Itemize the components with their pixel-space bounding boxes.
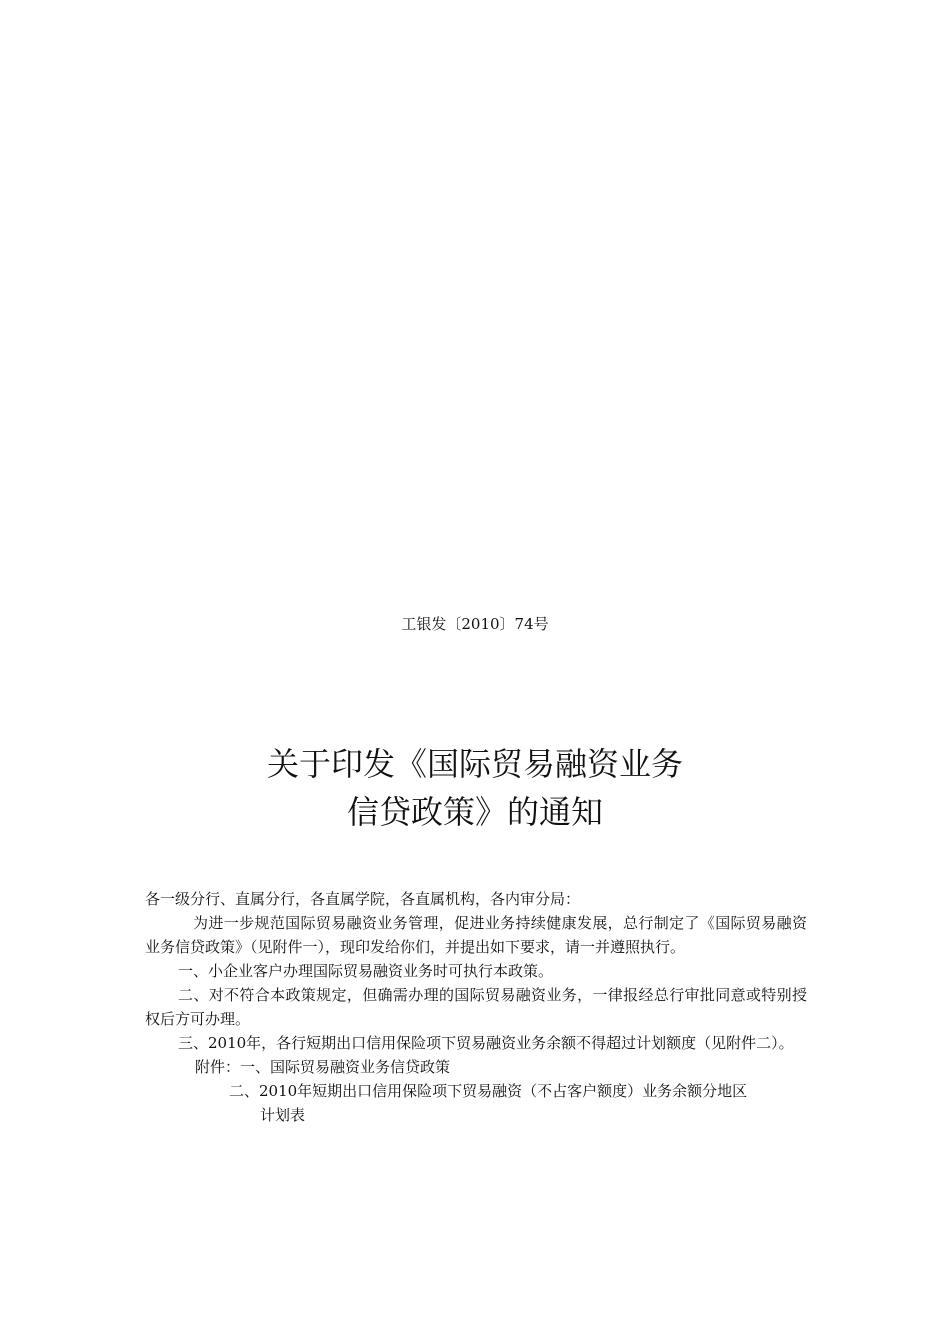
document-title	[0, 740, 950, 836]
requirement-item-2: 二、对不符合本政策规定，但确需办理的国际贸易融资业务，一律报经总行审批同意或特别授权后方可办理。	[145, 986, 807, 1028]
document-body	[145, 887, 807, 1127]
attachment-line-2: 二、2010年短期出口信用保险项下贸易融资（不占客户额度）业务余额分地区	[229, 1082, 748, 1100]
requirement-item-3: 三、2010年，各行短期出口信用保险项下贸易融资业务余额不得超过计划额度（见附件二）。	[178, 1034, 794, 1052]
salutation: 各一级分行、直属分行，各直属学院，各直属机构，各内审分局：	[145, 890, 581, 908]
requirement-item-1: 一、小企业客户办理国际贸易融资业务时可执行本政策。	[178, 962, 554, 980]
title-line-1: 关于印发《国际贸易融资业务	[266, 745, 683, 783]
document-number: 工银发〔2010〕74号	[401, 615, 549, 633]
attachment-line-1: 附件：一、国际贸易融资业务信贷政策	[195, 1058, 451, 1076]
attachment-line-3: 计划表	[260, 1106, 306, 1124]
title-line-2: 信贷政策》的通知	[346, 793, 603, 831]
intro-paragraph: 为进一步规范国际贸易融资业务管理，促进业务持续健康发展，总行制定了《国际贸易融资业务信贷政策》（见附件一），现印发给你们，并提出如下要求，请一并遵照执行。	[145, 914, 807, 956]
